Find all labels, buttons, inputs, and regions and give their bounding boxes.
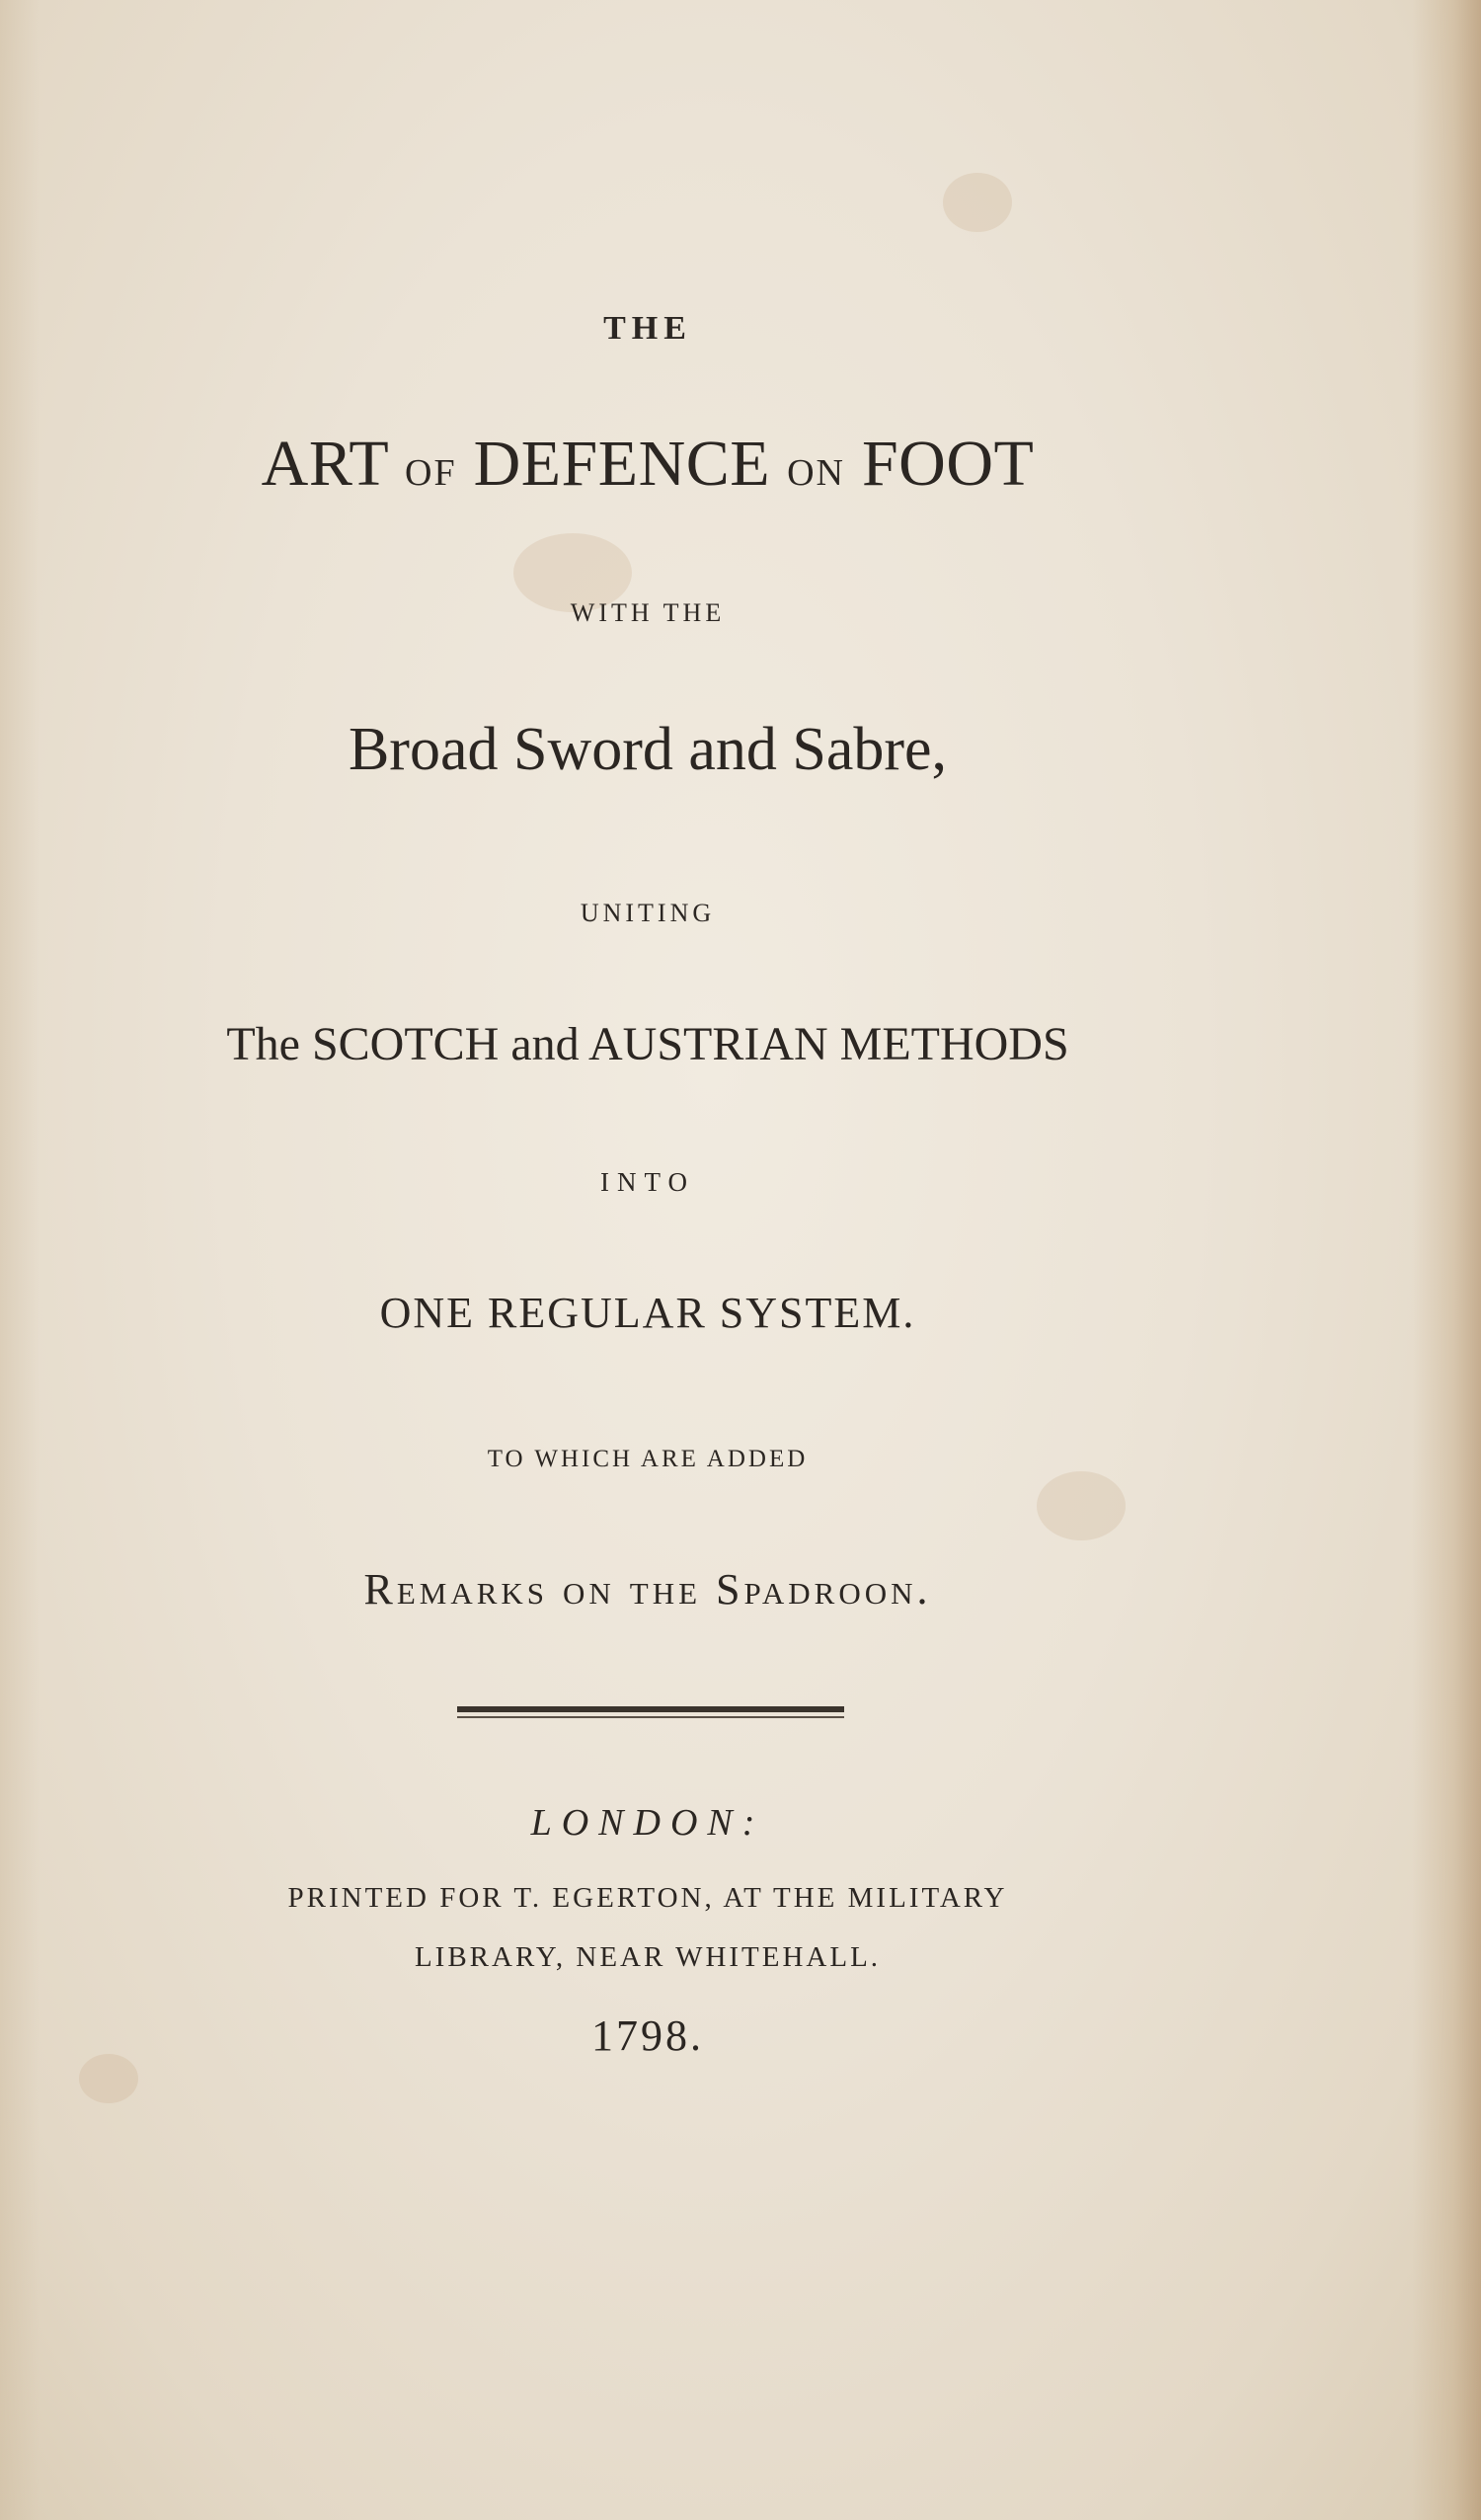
subtitle-broad-sword: Broad Sword and Sabre, [348, 716, 948, 783]
paper-edge-right [1412, 0, 1481, 2520]
connector-uniting: UNITING [580, 899, 716, 927]
subtitle-remarks: Remarks on the Spadroon. [363, 1565, 932, 1614]
main-title-word: ON [787, 452, 845, 494]
subtitle-methods: The SCOTCH and AUSTRIAN METHODS [226, 1018, 1069, 1070]
main-title-word: ART [261, 428, 388, 500]
divider-rule [457, 1706, 844, 1712]
divider-rule-thin [457, 1716, 844, 1718]
main-title-word: OF [405, 452, 457, 494]
foxing-spot [1037, 1471, 1126, 1540]
foxing-spot [943, 173, 1012, 232]
title-article: THE [603, 310, 692, 347]
connector-added: TO WHICH ARE ADDED [487, 1446, 809, 1472]
foxing-spot [79, 2054, 138, 2103]
main-title-word: DEFENCE [473, 428, 771, 500]
connector-into: INTO [600, 1167, 695, 1197]
subtitle-system: ONE REGULAR SYSTEM. [379, 1289, 916, 1337]
imprint-printer-line-2: LIBRARY, NEAR WHITEHALL. [414, 1941, 882, 1973]
main-title-word: FOOT [861, 428, 1035, 500]
imprint-city: LONDON: [530, 1802, 765, 1844]
main-title [0, 427, 1295, 502]
connector-with-the: WITH THE [570, 598, 726, 627]
imprint-year: 1798. [591, 2011, 704, 2060]
paper-edge-left [0, 0, 39, 2520]
imprint-printer-line-1: PRINTED FOR T. EGERTON, AT THE MILITARY [287, 1882, 1008, 1914]
